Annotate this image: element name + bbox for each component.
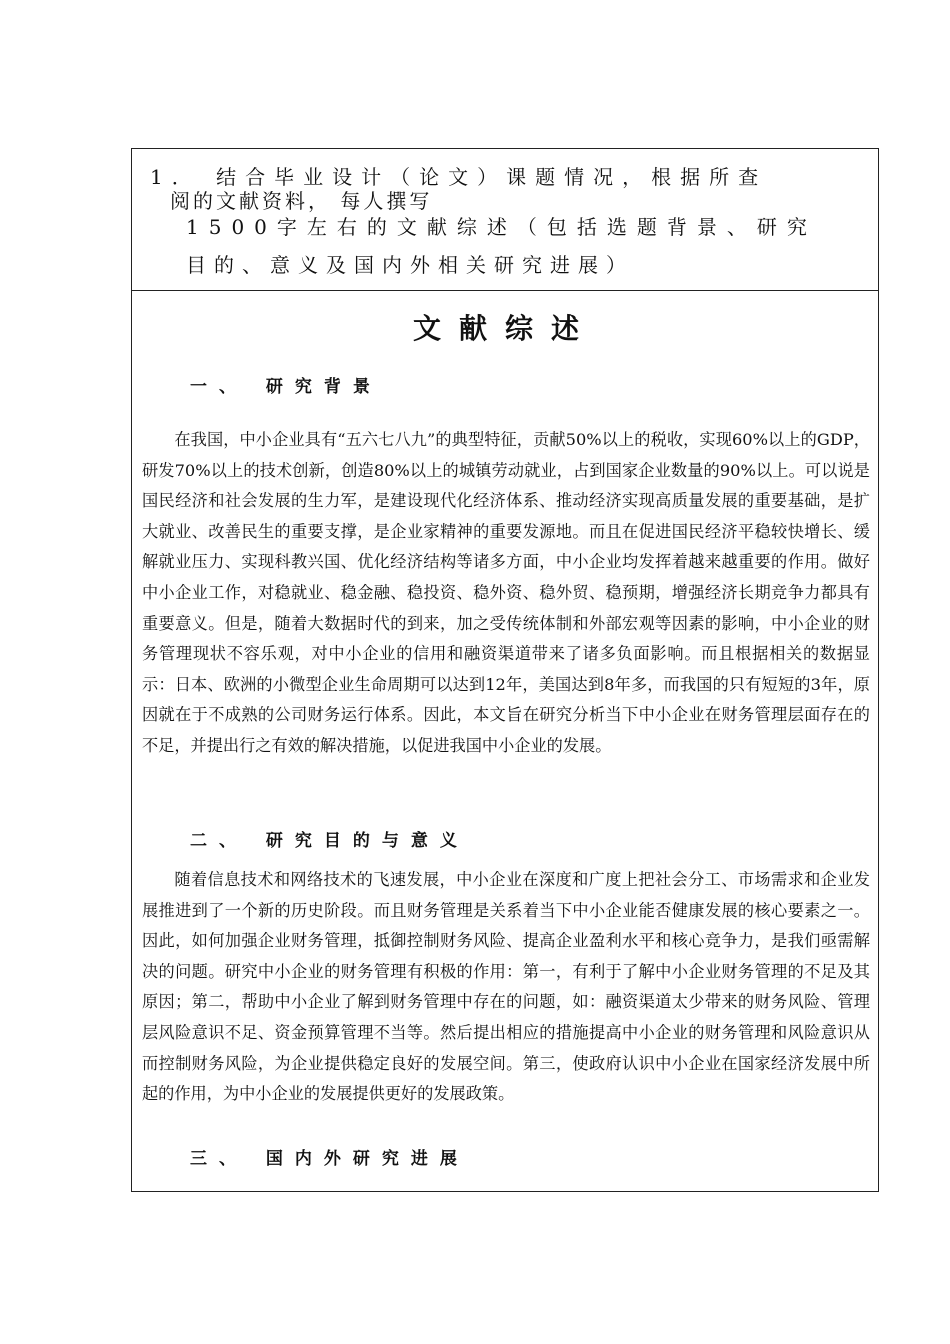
instruction-cell (132, 149, 878, 291)
document-title: 文献综述 (412, 312, 597, 345)
instruction-line-4: 目的、意义及国内外相关研究进展） (186, 253, 634, 277)
section-paragraph-purpose: 随着信息技术和网络技术的飞速发展，中小企业在深度和广度上把社会分工、市场需求和企业发展推进到了一个新的历史阶段。而且财务管理是关系着当下中小企业能否健康发展的核心要素之一。因此，如何加强企业财务管理，抵御控制财务风险、提高企业盈利水平和核心竞争力，是我们亟需解决的问题。研究中小企业的财务管理有积极的作用：第一，有利于了解中小企业财务管理的不足及其原因；第二，帮助中小企业了解到财务管理中存在的问题，如：融资渠道太少带来的财务风险、管理层风险意识不足、资金预算管理不当等。然后提出相应的措施提高中小企业的财务管理和风险意识从而控制财务风险，为企业提供稳定良好的发展空间。第三，使政府认识中小企业在国家经济发展中所起的作用，为中小企业的发展提供更好的发展政策。 (142, 870, 870, 1104)
document-table (131, 148, 879, 1192)
section-heading-background: 一、 研究背景 (190, 377, 382, 397)
instruction-line-2: 阅的文献资料， 每人撰写 (170, 189, 433, 213)
section-heading-progress: 三、 国内外研究进展 (190, 1149, 469, 1169)
section-heading-purpose: 二、 研究目的与意义 (190, 831, 469, 851)
instruction-line-3: 1500字左右的文献综述（包括选题背景、研究 (186, 215, 817, 239)
section-paragraph-background: 在我国，中小企业具有“五六七八九”的典型特征，贡献50%以上的税收，实现60%以上的GDP，研发70%以上的技术创新，创造80%以上的城镇劳动就业，占到国家企业数量的90%以上。可以说是国民经济和社会发展的生力军，是建设现代化经济体系、推动经济实现高质量发展的重要基础，是扩大就业、改善民生的重要支撑，是企业家精神的重要发源地。而且在促进国民经济平稳较快增长、缓解就业压力、实现科教兴国、优化经济结构等诸多方面，中小企业均发挥着越来越重要的作用。做好中小企业工作，对稳就业、稳金融、稳投资、稳外资、稳外贸、稳预期，增强经济长期竞争力都具有重要意义。但是，随着大数据时代的到来，加之受传统体制和外部宏观等因素的影响，中小企业的财务管理现状不容乐观，对中小企业的信用和融资渠道带来了诸多负面影响。而且根据相关的数据显示：日本、欧洲的小微型企业生命周期可以达到12年，美国达到8年多，而我国的只有短短的3年，原因就在于不成熟的公司财务运行体系。因此，本文旨在研究分析当下中小企业在财务管理层面存在的不足，并提出行之有效的解决措施，以促进我国中小企业的发展。 (142, 430, 870, 755)
instruction-line-1: 1． 结合毕业设计（论文）课题情况，根据所查 (150, 165, 768, 189)
